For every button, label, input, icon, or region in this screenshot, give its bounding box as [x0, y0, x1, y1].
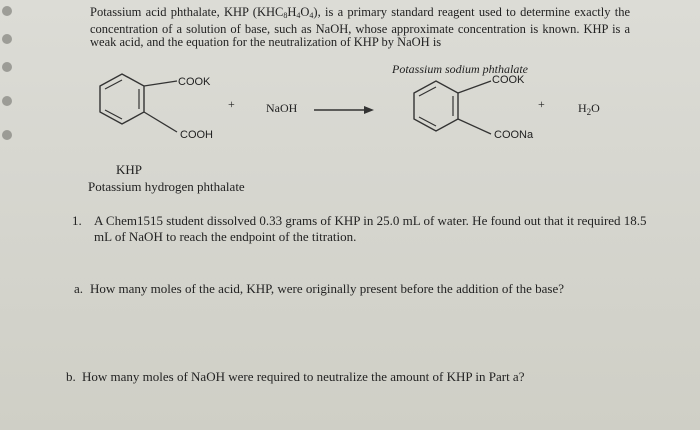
part-text: How many moles of the acid, KHP, were originally present before the addition of the base?: [90, 281, 564, 296]
formula-o: O: [300, 5, 310, 19]
formula-h: H: [287, 5, 297, 19]
khp-abbr: KHP: [116, 162, 143, 177]
water-h: H: [578, 101, 587, 115]
question-1: [72, 213, 647, 245]
water-subscript: 2: [586, 107, 592, 117]
water-o: O: [591, 101, 600, 115]
formula-subscript: 4: [296, 11, 301, 20]
reactant-bottom-group: COOH: [180, 129, 213, 141]
part-letter: b.: [66, 369, 76, 384]
benzene-ring-icon: [82, 72, 187, 152]
product-structure: [396, 79, 501, 159]
question-part-a: [74, 281, 649, 297]
part-text: How many moles of NaOH were required to neutralize the amount of KHP in Part a?: [82, 369, 525, 384]
plus-sign: +: [228, 97, 235, 111]
product-top-group: COOK: [492, 74, 525, 86]
benzene-ring-icon: [396, 79, 501, 159]
intro-paragraph: [90, 6, 630, 50]
reactant-top-group: COOK: [178, 76, 211, 88]
question-part-b: [66, 369, 666, 385]
khp-structure: [82, 72, 187, 152]
intro-text-start: Potassium acid phthalate, KHP (KHC: [90, 5, 284, 19]
arrow-right-icon: [314, 104, 374, 116]
reagent-naoh: NaOH: [266, 101, 298, 115]
formula-subscript: 4: [309, 11, 314, 20]
khp-full-name: Potassium hydrogen phthalate: [88, 179, 245, 194]
khp-label: [88, 161, 245, 195]
intro-text-end: ), is a primary standard reagent used to determine exactly the concentration of a solution of base, such as NaOH, whose approximate concentration is known. KHP is a weak acid, and the equation for the neutralization of KHP by NaOH is: [90, 5, 630, 49]
part-letter: a.: [74, 281, 84, 296]
reaction-arrow: [314, 104, 374, 116]
question-number: 1.: [72, 213, 82, 228]
product-bottom-group: COONa: [494, 129, 534, 141]
formula-subscript: 8: [283, 11, 288, 20]
water-formula: [578, 101, 600, 117]
question-text: A Chem1515 student dissolved 0.33 grams of KHP in 25.0 mL of water. He found out that it required 18.5 mL of NaOH to reach the endpoint of the titration.: [94, 213, 647, 244]
product-title: Potassium sodium phthalate: [392, 62, 529, 76]
plus-sign: +: [538, 97, 545, 111]
